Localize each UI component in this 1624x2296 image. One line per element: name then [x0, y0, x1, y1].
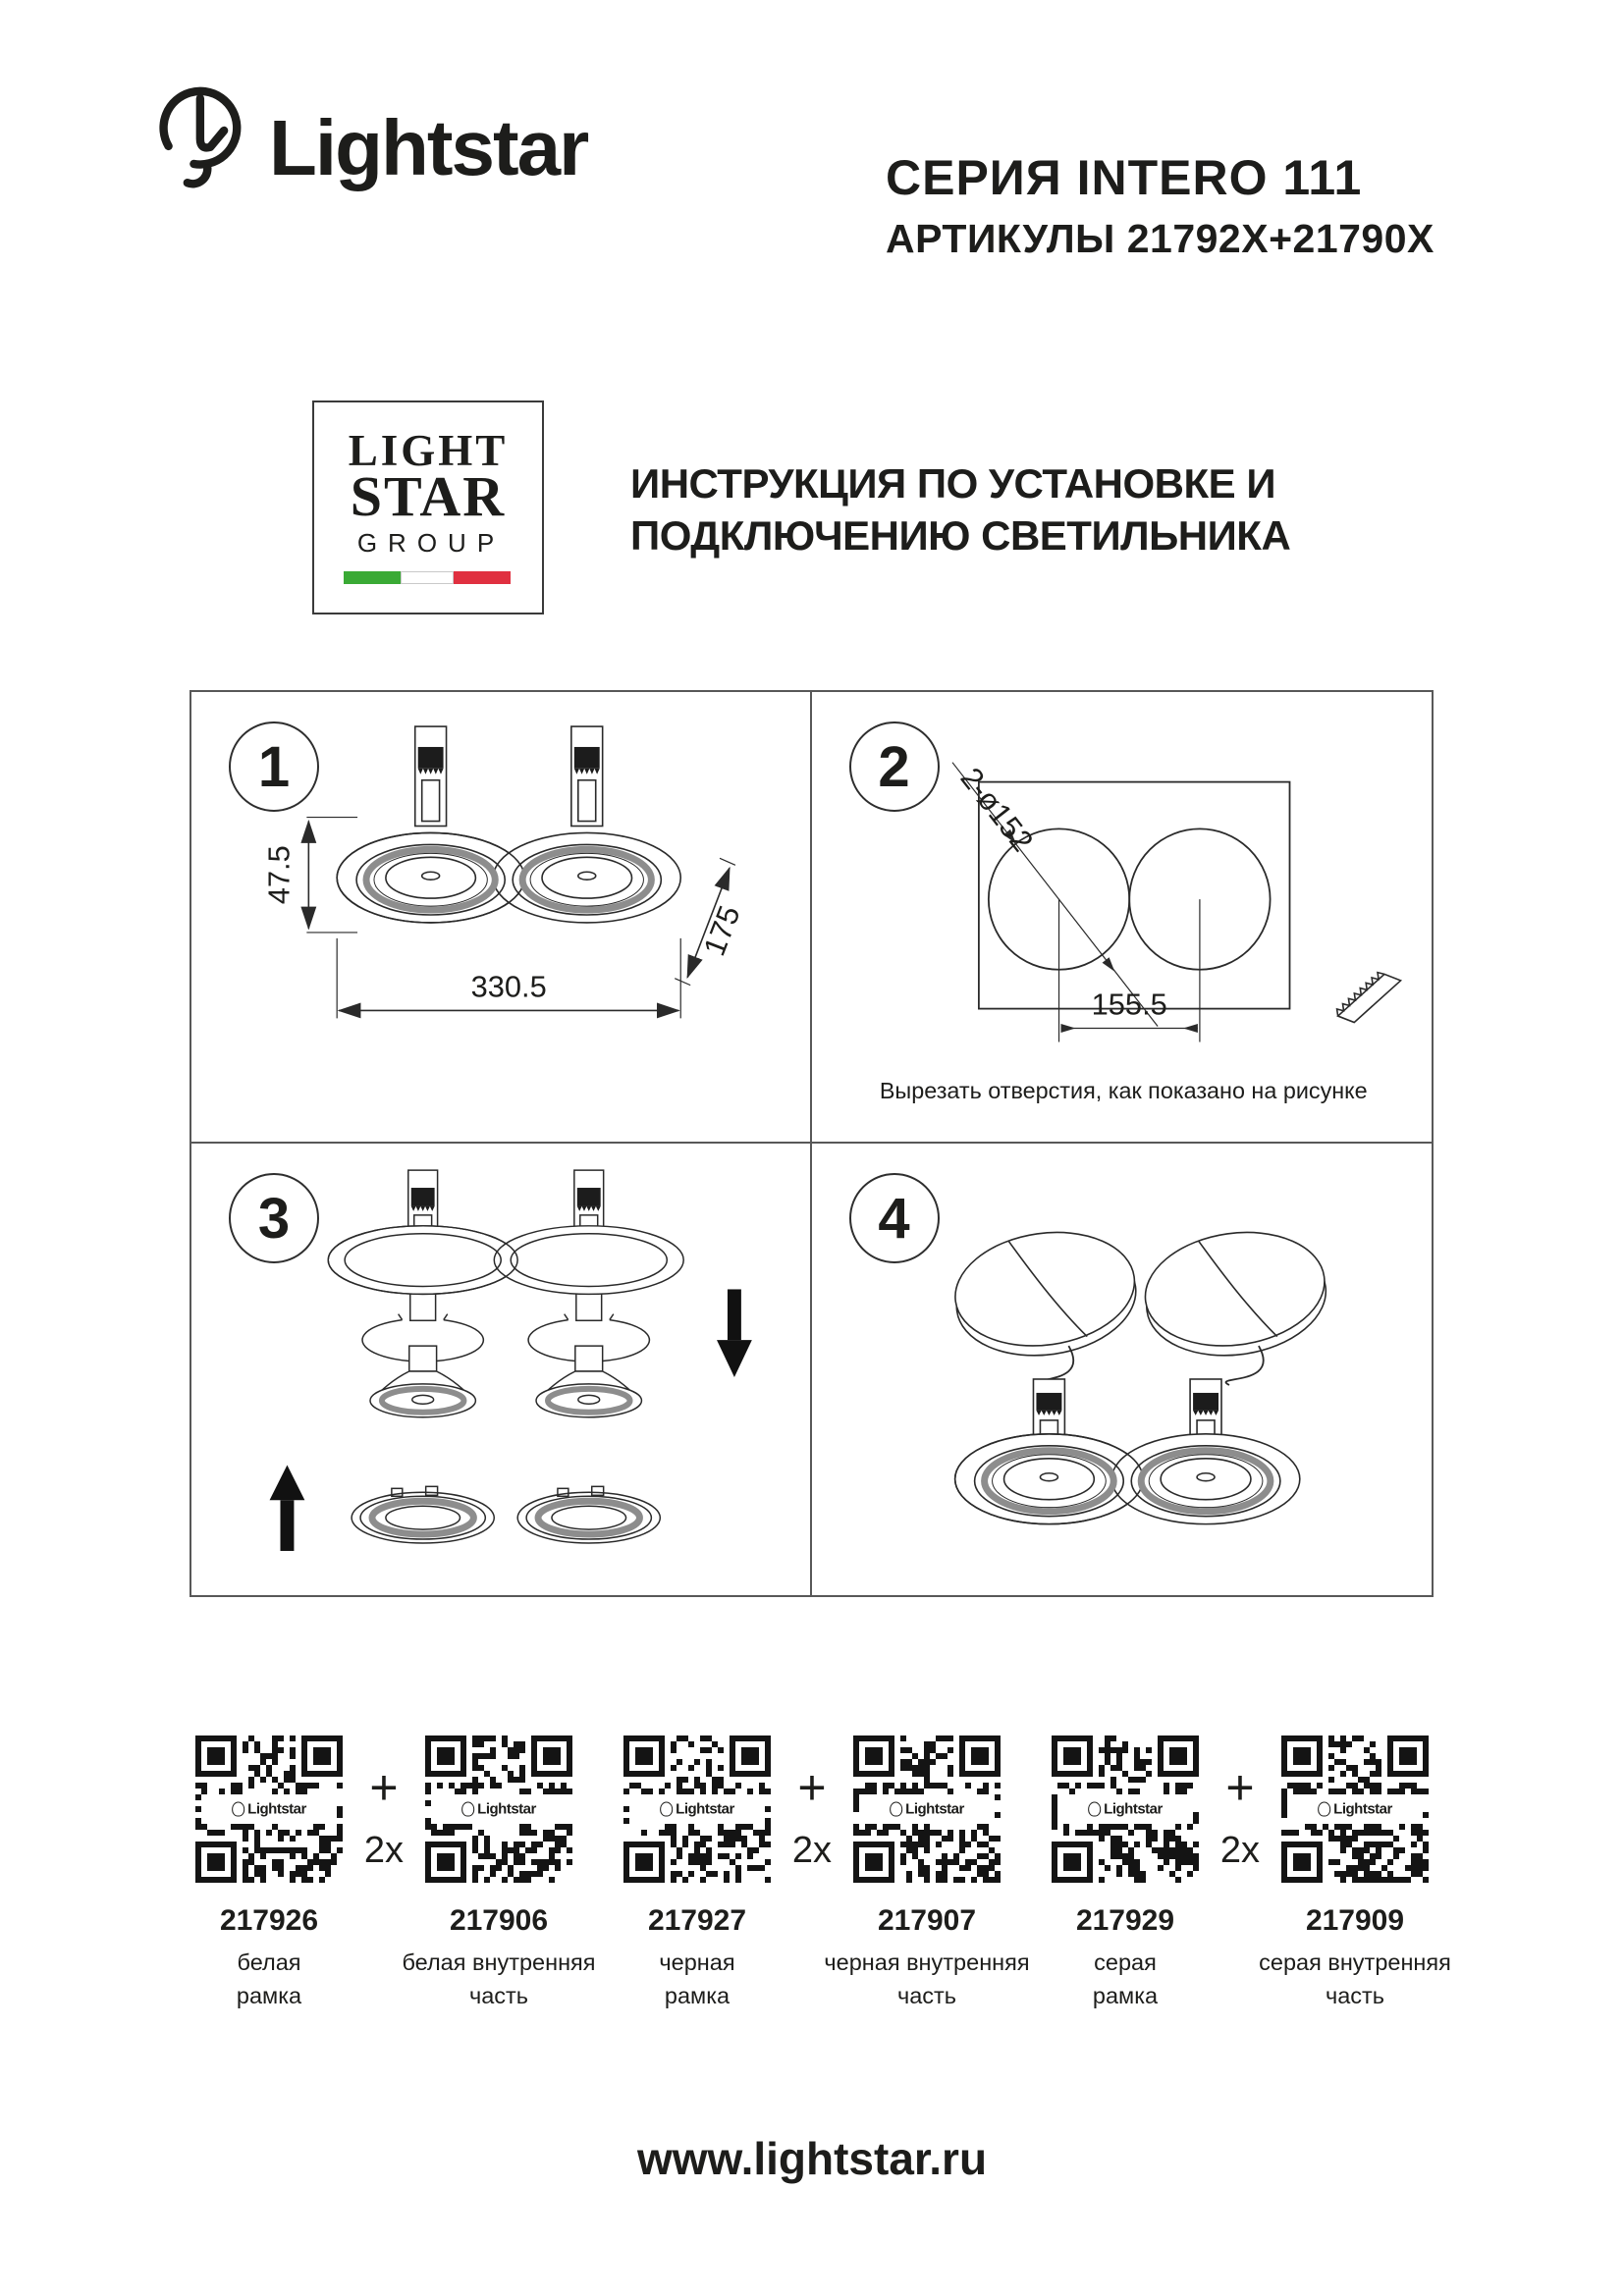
flag-green — [344, 571, 401, 584]
group-logo-group: GROUP — [356, 528, 506, 559]
qr-brand-badge: Lightstar — [1314, 1800, 1396, 1819]
steps-grid — [189, 690, 1434, 1597]
step2-panel — [812, 692, 1433, 1144]
lightstar-bulb-icon — [143, 71, 253, 218]
step2-number: 2 — [849, 721, 940, 812]
product-name-line1: серая внутренняя — [1259, 1949, 1451, 1975]
article-number: 217927 — [647, 1904, 747, 1937]
step1-drawing — [191, 692, 810, 1142]
dim-height-label: 47.5 — [261, 845, 297, 905]
article-number: 217929 — [1075, 1904, 1175, 1937]
flag-white — [401, 571, 454, 584]
quantity-label: 2x — [363, 1830, 405, 1871]
plus-qty — [771, 1735, 853, 1872]
dim-spacing-label: 155.5 — [1091, 987, 1167, 1022]
dim-depth-label: 175 — [696, 900, 747, 961]
articles-line: АРТИКУЛЫ 21792X+21790X — [886, 216, 1435, 261]
dim-holes-label: 2-ø152 — [952, 761, 1040, 858]
step4-drawing — [812, 1144, 1433, 1595]
plus-qty — [343, 1735, 425, 1872]
plus-sign: + — [797, 1760, 827, 1815]
product-name-line2: часть — [468, 1983, 529, 2009]
product-name-line2: рамка — [236, 1983, 302, 2009]
qr-brand-badge: Lightstar — [228, 1800, 310, 1819]
product-name-line1: серая — [1094, 1949, 1157, 1975]
product-name-line2: рамка — [1092, 1983, 1159, 2009]
product-inner-black — [824, 1735, 1030, 2012]
product-pair-white — [195, 1735, 596, 2012]
step2-caption: Вырезать отверстия, как показано на рисунке — [879, 1078, 1368, 1104]
group-logo-light: LIGHT — [348, 425, 509, 475]
product-name-line2: рамка — [664, 1983, 731, 2009]
group-logo-star: STAR — [350, 464, 507, 529]
header-product-info — [886, 149, 1475, 262]
product-pair-grey — [1052, 1735, 1451, 2012]
website-url: www.lightstar.ru — [636, 2133, 988, 2184]
step1-number: 1 — [229, 721, 319, 812]
page-title — [630, 457, 1290, 562]
qr-brand-badge: Lightstar — [1084, 1800, 1166, 1819]
product-name-line1: черная внутренняя — [824, 1949, 1030, 1975]
qr-brand-badge: Lightstar — [656, 1800, 738, 1819]
product-pair-black — [623, 1735, 1030, 2012]
qr-code — [195, 1735, 343, 1883]
dim-width-label: 330.5 — [470, 969, 547, 1004]
plus-sign: + — [1225, 1760, 1255, 1815]
product-frame-white — [195, 1735, 343, 2012]
step3-drawing — [191, 1144, 810, 1595]
product-inner-white — [402, 1735, 596, 2012]
quantity-label: 2x — [1219, 1830, 1261, 1871]
bulb-icon — [1088, 1802, 1101, 1817]
product-frame-black — [623, 1735, 771, 2012]
bulb-icon — [232, 1802, 244, 1817]
flag-red — [454, 571, 511, 584]
qr-code — [1052, 1735, 1199, 1883]
article-number: 217906 — [449, 1904, 549, 1937]
product-name-line2: часть — [1325, 1983, 1385, 2009]
article-number: 217907 — [877, 1904, 977, 1937]
article-number: 217926 — [219, 1904, 319, 1937]
page-title-line2: ПОДКЛЮЧЕНИЮ СВЕТИЛЬНИКА — [630, 512, 1291, 560]
step4-panel — [812, 1144, 1433, 1595]
product-frame-grey — [1052, 1735, 1199, 2012]
qr-code — [623, 1735, 771, 1883]
products-row — [0, 1735, 1624, 2012]
product-inner-grey — [1259, 1735, 1451, 2012]
bulb-icon — [461, 1802, 474, 1817]
bulb-icon — [660, 1802, 673, 1817]
arrow-up-icon — [270, 1465, 305, 1551]
lightstar-logo — [143, 71, 587, 218]
step3-number: 3 — [229, 1173, 319, 1263]
step3-panel — [191, 1144, 812, 1595]
product-name-line1: черная — [659, 1949, 735, 1975]
step4-number: 4 — [849, 1173, 940, 1263]
qr-brand-badge: Lightstar — [886, 1800, 968, 1819]
italy-flag-bar — [344, 571, 513, 584]
qr-code — [425, 1735, 572, 1883]
bulb-icon — [1318, 1802, 1330, 1817]
step1-panel — [191, 692, 812, 1144]
article-number: 217909 — [1305, 1904, 1405, 1937]
plus-sign: + — [369, 1760, 399, 1815]
qr-brand-badge: Lightstar — [458, 1800, 540, 1819]
bulb-icon — [890, 1802, 902, 1817]
series-title: СЕРИЯ INTERO 111 — [886, 150, 1363, 205]
page-title-line1: ИНСТРУКЦИЯ ПО УСТАНОВКЕ И — [630, 460, 1276, 507]
qr-code — [853, 1735, 1001, 1883]
quantity-label: 2x — [791, 1830, 833, 1871]
arrow-down-icon — [717, 1289, 752, 1377]
product-name-line2: часть — [896, 1983, 957, 2009]
qr-code — [1281, 1735, 1429, 1883]
lightstar-group-logo — [312, 400, 544, 614]
product-name-line1: белая — [237, 1949, 301, 1975]
step2-drawing — [812, 692, 1433, 1142]
plus-qty — [1199, 1735, 1281, 1872]
brand-wordmark: Lightstar — [269, 104, 588, 191]
product-name-line1: белая внутренняя — [402, 1949, 596, 1975]
saw-icon — [1333, 965, 1400, 1028]
